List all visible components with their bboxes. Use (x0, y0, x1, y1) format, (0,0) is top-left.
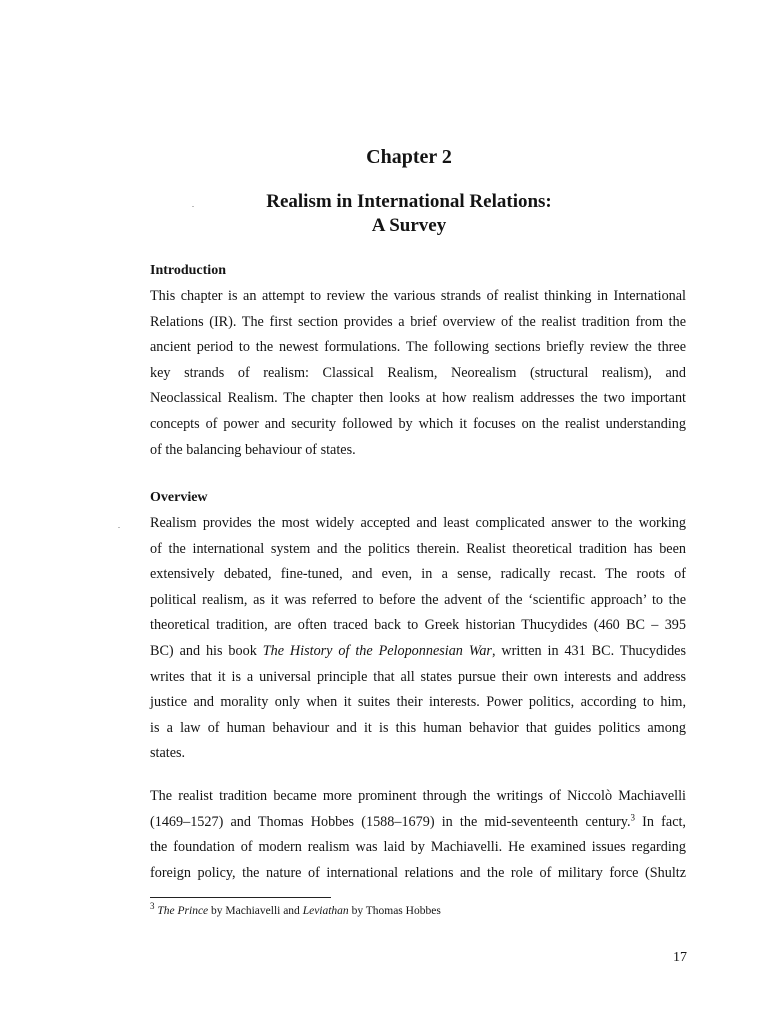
text-line: political realism, as it was referred to before the advent of the ‘scientific approach’ to the (150, 591, 686, 608)
text-line: foreign policy, the nature of international relations and the role of military force (Shultz (150, 864, 686, 881)
text-line: the foundation of modern realism was laid by Machiavelli. He examined issues regarding (150, 839, 686, 856)
text-line: This chapter is an attempt to review the various strands of realist thinking in International (150, 288, 686, 304)
introduction-paragraph (150, 284, 686, 463)
text-line: Relations (IR). The first section provides a brief overview of the realist tradition from the (150, 313, 686, 330)
text-line: Neoclassical Realism. The chapter then looks at how realism addresses the two important (150, 390, 686, 407)
text-line (150, 810, 686, 836)
scan-speck (192, 206, 194, 207)
chapter-title-line-2: A Survey (371, 215, 447, 236)
text-fragment: BC) and his book (150, 642, 263, 659)
text-fragment: , written in 431 BC. Thucydides (491, 642, 686, 659)
text-line: justice and morality only when it suites their interests. Power politics, according to him, (150, 694, 686, 711)
text-fragment: (1469–1527) and Thomas Hobbes (1588–1679) in the mid-seventeenth century. (150, 813, 631, 830)
text-line: states. (150, 745, 186, 762)
text-line: ancient period to the newest formulations. The following sections briefly review the three (150, 339, 686, 356)
text-line: writes that it is a universal principle that all states pursue their own interests and address (150, 668, 686, 685)
overview-heading: Overview (150, 490, 208, 505)
text-fragment: by Machiavelli and (208, 905, 303, 917)
chapter-label: Chapter 2 (366, 146, 452, 168)
text-line: theoretical tradition, are often traced back to Greek historian Thucydides (460 BC – 395 (150, 617, 686, 634)
text-line: of the international system and the politics therein. Realist theoretical tradition has been (150, 540, 686, 557)
chapter-title-line-1: Realism in International Relations: (266, 191, 552, 212)
scan-speck (118, 527, 120, 528)
page-number: 17 (673, 950, 687, 965)
footnote-number: 3 (150, 901, 155, 912)
text-line: key strands of realism: Classical Realism, Neorealism (structural realism), and (150, 364, 686, 381)
chapter-title (0, 190, 768, 238)
footnote-work-2: Leviathan (302, 905, 349, 917)
text-line: The realist tradition became more prominent through the writings of Niccolò Machiavelli (150, 788, 686, 804)
text-line: concepts of power and security followed by which it focuses on the realist understanding (150, 415, 686, 432)
text-line: extensively debated, fine-tuned, and even, in a sense, radically recast. The roots of (150, 566, 686, 583)
text-fragment: by Thomas Hobbes (348, 905, 441, 917)
overview-paragraph-1 (150, 511, 686, 767)
text-line: Realism provides the most widely accepted and least complicated answer to the working (150, 515, 686, 531)
overview-paragraph-2 (150, 784, 686, 886)
footnote-ref: 3 (630, 811, 636, 822)
footnote-work-1: The Prince (157, 905, 209, 917)
text-fragment: In fact, (635, 813, 686, 830)
text-line (150, 639, 686, 665)
book-title: The History of the Peloponnesian War (262, 642, 492, 659)
footnote-divider (150, 897, 331, 898)
text-line: is a law of human behaviour and it is this human behavior that guides politics among (150, 719, 686, 736)
text-line: of the balancing behaviour of states. (150, 441, 356, 458)
introduction-heading: Introduction (150, 263, 226, 278)
footnote (150, 901, 441, 917)
